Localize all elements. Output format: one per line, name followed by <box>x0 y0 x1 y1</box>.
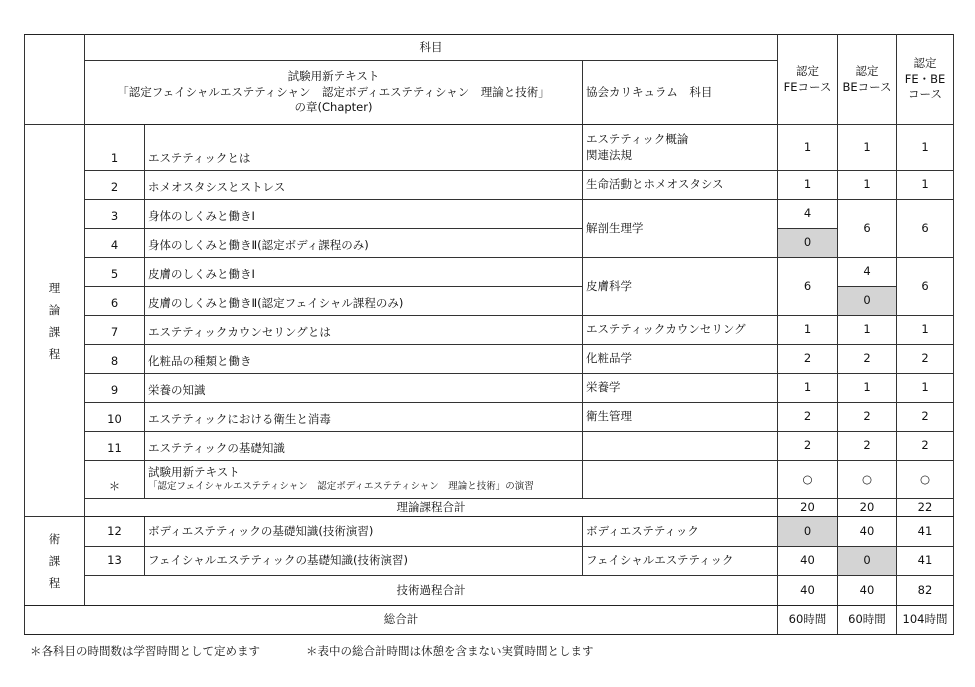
header-text-title-line1: 試験用新テキスト <box>287 69 380 84</box>
row-2-chapter: ホメオスタシスとストレス <box>145 171 583 200</box>
row-6-chapter: 皮膚のしくみと働きⅡ(認定フェイシャル課程のみ) <box>145 287 583 316</box>
row-2-febe: 1 <box>897 171 954 200</box>
row-5-be: 4 <box>838 258 897 287</box>
row-11-chapter: エステティックの基礎知識 <box>145 432 583 461</box>
row-13-chapter: フェイシャルエステティックの基礎知識(技術演習) <box>145 547 583 576</box>
header-febe-line3: コース <box>908 87 942 102</box>
row-11-febe: 2 <box>897 432 954 461</box>
practice-section-label <box>25 517 85 606</box>
row-5-no: 5 <box>85 258 145 287</box>
row-star-chapter <box>145 461 583 499</box>
row-4-fe: 0 <box>778 229 838 258</box>
curriculum-table <box>24 34 954 635</box>
row-12-chapter: ボディエステティックの基礎知識(技術演習) <box>145 517 583 547</box>
row-star-febe: ○ <box>897 461 954 499</box>
row-13-subject: フェイシャルエステティック <box>583 547 778 576</box>
row-1-subject-line1: エステティック概論 <box>586 131 689 146</box>
practice-total-be: 40 <box>838 576 897 606</box>
row-7-febe: 1 <box>897 316 954 345</box>
header-text-title-line2: 「認定フェイシャルエステティシャン 認定ボディエステティシャン 理論と技術」 <box>117 84 550 99</box>
footnote-2: ＊表中の総合計時間は休憩を含まない実質時間とします <box>306 644 594 658</box>
row-9-be: 1 <box>838 374 897 403</box>
header-be-line2: BEコース <box>842 79 892 94</box>
row-10-subject: 衛生管理 <box>583 403 778 432</box>
header-febe-course <box>897 35 954 125</box>
row-56-subject: 皮膚科学 <box>583 258 778 316</box>
header-text-title <box>85 61 583 125</box>
practice-label-char: 術 <box>48 532 61 546</box>
header-fe-course <box>778 35 838 125</box>
row-12-be: 40 <box>838 517 897 547</box>
row-11-no: 11 <box>85 432 145 461</box>
row-34-subject: 解剖生理学 <box>583 200 778 258</box>
row-12-febe: 41 <box>897 517 954 547</box>
theory-label-char: 課 <box>48 324 61 339</box>
row-12-fe: 0 <box>778 517 838 547</box>
row-star-no: ＊ <box>85 461 145 499</box>
row-1-be: 1 <box>838 125 897 171</box>
row-star-chapter-line2: 「認定フェイシャルエステティシャン 認定ボディエステティシャン 理論と技術」の演習 <box>148 480 534 492</box>
theory-label-char: 程 <box>48 346 61 361</box>
row-1-subject <box>583 125 778 171</box>
row-7-chapter: エステティックカウンセリングとは <box>145 316 583 345</box>
row-10-be: 2 <box>838 403 897 432</box>
row-8-chapter: 化粧品の種類と働き <box>145 345 583 374</box>
header-febe-line2: FE・BE <box>904 71 946 86</box>
row-1-subject-line2: 関連法規 <box>586 147 632 162</box>
practice-total-label: 技術過程合計 <box>85 576 778 606</box>
row-4-chapter: 身体のしくみと働きⅡ(認定ボディ課程のみ) <box>145 229 583 258</box>
row-7-subject: エステティックカウンセリング <box>583 316 778 345</box>
row-7-be: 1 <box>838 316 897 345</box>
header-subject: 科目 <box>85 35 778 61</box>
practice-total-febe: 82 <box>897 576 954 606</box>
row-1-chapter: エステティックとは <box>145 125 583 171</box>
row-2-be: 1 <box>838 171 897 200</box>
header-fe-line2: FEコース <box>783 79 832 94</box>
row-11-be: 2 <box>838 432 897 461</box>
row-34-febe: 6 <box>897 200 954 258</box>
row-10-chapter: エステティックにおける衛生と消毒 <box>145 403 583 432</box>
theory-total-be: 20 <box>838 499 897 517</box>
row-10-febe: 2 <box>897 403 954 432</box>
header-febe-line1: 認定 <box>913 56 937 71</box>
row-2-fe: 1 <box>778 171 838 200</box>
row-9-chapter: 栄養の知識 <box>145 374 583 403</box>
grand-total-be: 60時間 <box>838 606 897 635</box>
grand-total-label: 総合計 <box>25 606 778 635</box>
row-4-no: 4 <box>85 229 145 258</box>
row-10-fe: 2 <box>778 403 838 432</box>
header-assoc-curriculum: 協会カリキュラム 科目 <box>583 61 778 125</box>
row-12-no: 12 <box>85 517 145 547</box>
row-13-fe: 40 <box>778 547 838 576</box>
footnotes <box>30 643 640 659</box>
practice-total-fe: 40 <box>778 576 838 606</box>
grand-total-febe: 104時間 <box>897 606 954 635</box>
row-12-subject: ボディエステティック <box>583 517 778 547</box>
row-9-febe: 1 <box>897 374 954 403</box>
theory-total-fe: 20 <box>778 499 838 517</box>
header-be-line1: 認定 <box>855 63 879 78</box>
row-1-febe: 1 <box>897 125 954 171</box>
row-56-febe: 6 <box>897 258 954 316</box>
row-7-no: 7 <box>85 316 145 345</box>
practice-label-char: 課 <box>48 554 61 568</box>
footnote-1: ＊各科目の時間数は学習時間として定めます <box>30 644 260 658</box>
theory-label-char: 論 <box>48 302 61 317</box>
row-3-no: 3 <box>85 200 145 229</box>
row-9-no: 9 <box>85 374 145 403</box>
row-1-fe: 1 <box>778 125 838 171</box>
row-8-febe: 2 <box>897 345 954 374</box>
theory-total-febe: 22 <box>897 499 954 517</box>
row-2-subject: 生命活動とホメオスタシス <box>583 171 778 200</box>
row-6-no: 6 <box>85 287 145 316</box>
row-3-chapter: 身体のしくみと働きⅠ <box>145 200 583 229</box>
theory-section-label <box>25 125 85 517</box>
row-1-no: 1 <box>85 125 145 171</box>
row-13-be: 0 <box>838 547 897 576</box>
header-be-course <box>838 35 897 125</box>
row-11-subject <box>583 432 778 461</box>
row-13-no: 13 <box>85 547 145 576</box>
row-9-subject: 栄養学 <box>583 374 778 403</box>
practice-label-char: 程 <box>48 576 61 590</box>
row-8-no: 8 <box>85 345 145 374</box>
row-2-no: 2 <box>85 171 145 200</box>
theory-label-char: 理 <box>48 280 61 295</box>
row-7-fe: 1 <box>778 316 838 345</box>
row-8-subject: 化粧品学 <box>583 345 778 374</box>
row-5-chapter: 皮膚のしくみと働きⅠ <box>145 258 583 287</box>
header-blank-cell <box>25 35 85 125</box>
row-10-no: 10 <box>85 403 145 432</box>
grand-total-fe: 60時間 <box>778 606 838 635</box>
row-star-chapter-line1: 試験用新テキスト <box>148 465 240 480</box>
header-fe-line1: 認定 <box>796 63 819 78</box>
row-star-fe: ○ <box>778 461 838 499</box>
row-8-be: 2 <box>838 345 897 374</box>
row-star-be: ○ <box>838 461 897 499</box>
row-star-subject <box>583 461 778 499</box>
row-34-be: 6 <box>838 200 897 258</box>
header-text-title-line3: の章(Chapter) <box>294 100 373 115</box>
theory-total-label: 理論課程合計 <box>85 499 778 517</box>
row-9-fe: 1 <box>778 374 838 403</box>
row-11-fe: 2 <box>778 432 838 461</box>
row-3-fe: 4 <box>778 200 838 229</box>
row-13-febe: 41 <box>897 547 954 576</box>
row-6-be: 0 <box>838 287 897 316</box>
row-8-fe: 2 <box>778 345 838 374</box>
row-56-fe: 6 <box>778 258 838 316</box>
